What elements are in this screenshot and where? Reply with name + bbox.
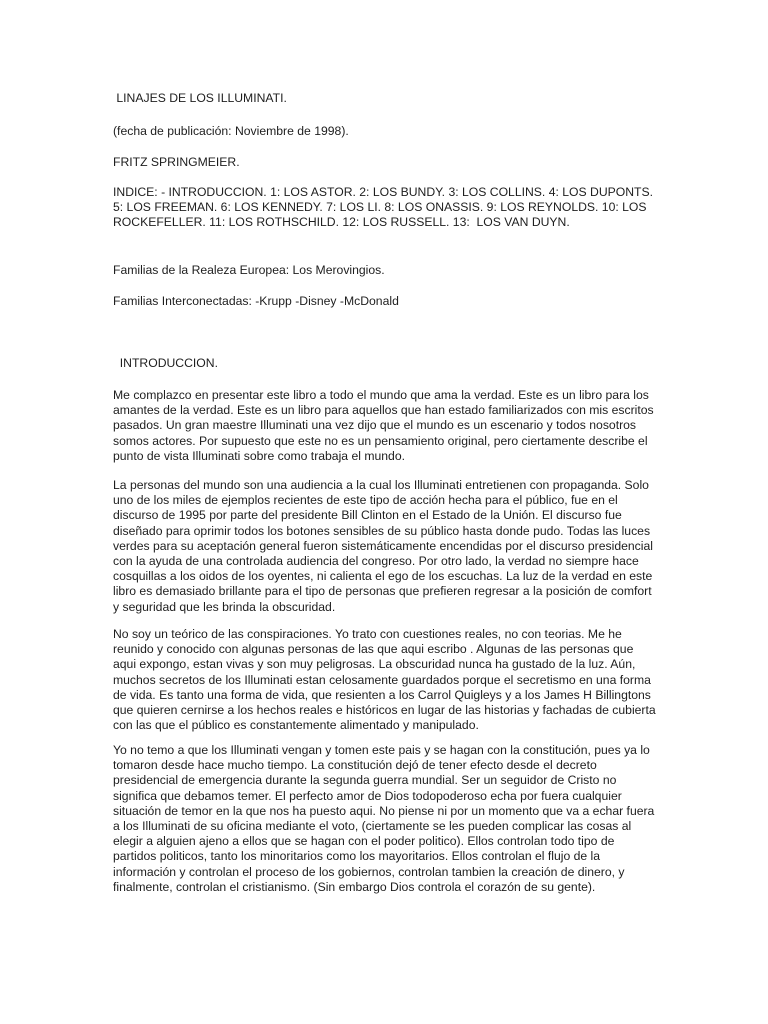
- publication-date: (fecha de publicación: Noviembre de 1998).: [113, 124, 349, 138]
- body-paragraph: Me complazco en presentar este libro a todo el mundo que ama la verdad. Este es un libro para los amantes de la verdad. Este es un libro para aquellos que han estado familiarizados con mis escritos pasados. Un gran maestre Illuminati una vez dijo que el mundo es un escenario y todos nosotros somos actores. Por supuesto que este no es un pensamiento original, pero ciertamente describe el punto de vista Illuminati sobre como trabaja el mundo.: [113, 388, 658, 463]
- interconnected-families-line: Familias Interconectadas: -Krupp -Disney -McDonald: [113, 294, 399, 308]
- body-paragraph: Yo no temo a que los Illuminati vengan y tomen este pais y se hagan con la constitución, pues ya lo tomaron desde hace mucho tiempo. La constitución dejó de tener efecto desde el decreto presidencial de emergencia durante la segunda guerra mundial. Ser un seguidor de Cristo no significa que debamos temer. El perfecto amor de Dios todopoderoso echa por fuera cualquier situación de temor en la que nos ha puesto aqui. No piense ni por un momento que va a echar fuera a los Illuminati de su oficina mediante el voto, (ciertamente se les pueden complicar las cosas al elegir a alguien ajeno a ellos que se hagan con el poder politico). Ellos controlan todo tipo de partidos politicos, tanto los minoritarios como los mayoritarios. Ellos controlan el flujo de la información y controlan el proceso de los gobiernos, controlan tambien la creación de dinero, y finalmente, controlan el cristianismo. (Sin embargo Dios controla el corazón de su gente).: [113, 743, 658, 894]
- section-heading-introduction: INTRODUCCION.: [113, 356, 218, 370]
- royal-families-line: Familias de la Realeza Europea: Los Merovingios.: [113, 263, 385, 277]
- table-of-contents: INDICE: - INTRODUCCION. 1: LOS ASTOR. 2: LOS BUNDY. 3: LOS COLLINS. 4: LOS DUPONTS. 5: LOS FREEMAN. 6: LOS KENNEDY. 7: LOS LI. 8: LOS ONASSIS. 9: LOS REYNOLDS. 10: LOS ROCKEFELLER. 11: LOS ROTHSCHILD. 12: LOS RUSSELL. 13: LOS VAN DUYN.: [113, 185, 657, 230]
- body-paragraph: La personas del mundo son una audiencia a la cual los Illuminati entretienen con propaganda. Solo uno de los miles de ejemplos recientes de este tipo de acción hecha para el público, fue en el discurso de 1995 por parte del presidente Bill Clinton en el Estado de la Unión. El discurso fue diseñado para oprimir todos los botones sensibles de su público hasta donde pudo. Todas las luces verdes para su aceptación general fueron sistemáticamente encendidas por el discurso presidencial con la ayuda de una controlada audiencia del congreso. Por otro lado, la verdad no siempre hace cosquillas a los oidos de los oyentes, ni calienta el ego de los escuchas. La luz de la verdad en este libro es demasiado brillante para el tipo de personas que prefieren regresar a la posición de comfort y seguridad que les brinda la obscuridad.: [113, 478, 657, 614]
- author-name: FRITZ SPRINGMEIER.: [113, 155, 240, 169]
- document-title: LINAJES DE LOS ILLUMINATI.: [113, 91, 287, 105]
- body-paragraph: No soy un teórico de las conspiraciones. Yo trato con cuestiones reales, no con teorias. Me he reunido y conocido con algunas personas de las que aqui escribo . Algunas de las personas que aqui expongo, estan vivas y son muy peligrosas. La obscuridad nunca ha gustado de la luz. Aún, muchos secretos de los Illuminati estan celosamente guardados porque el secretismo en una forma de vida. Es tanto una forma de vida, que resienten a los Carrol Quigleys y a los James H Billingtons que quieren cernirse a los hechos reales e históricos en lugar de las historias y fachadas de cubierta con las que el público es constantemente alimentado y manipulado.: [113, 627, 660, 733]
